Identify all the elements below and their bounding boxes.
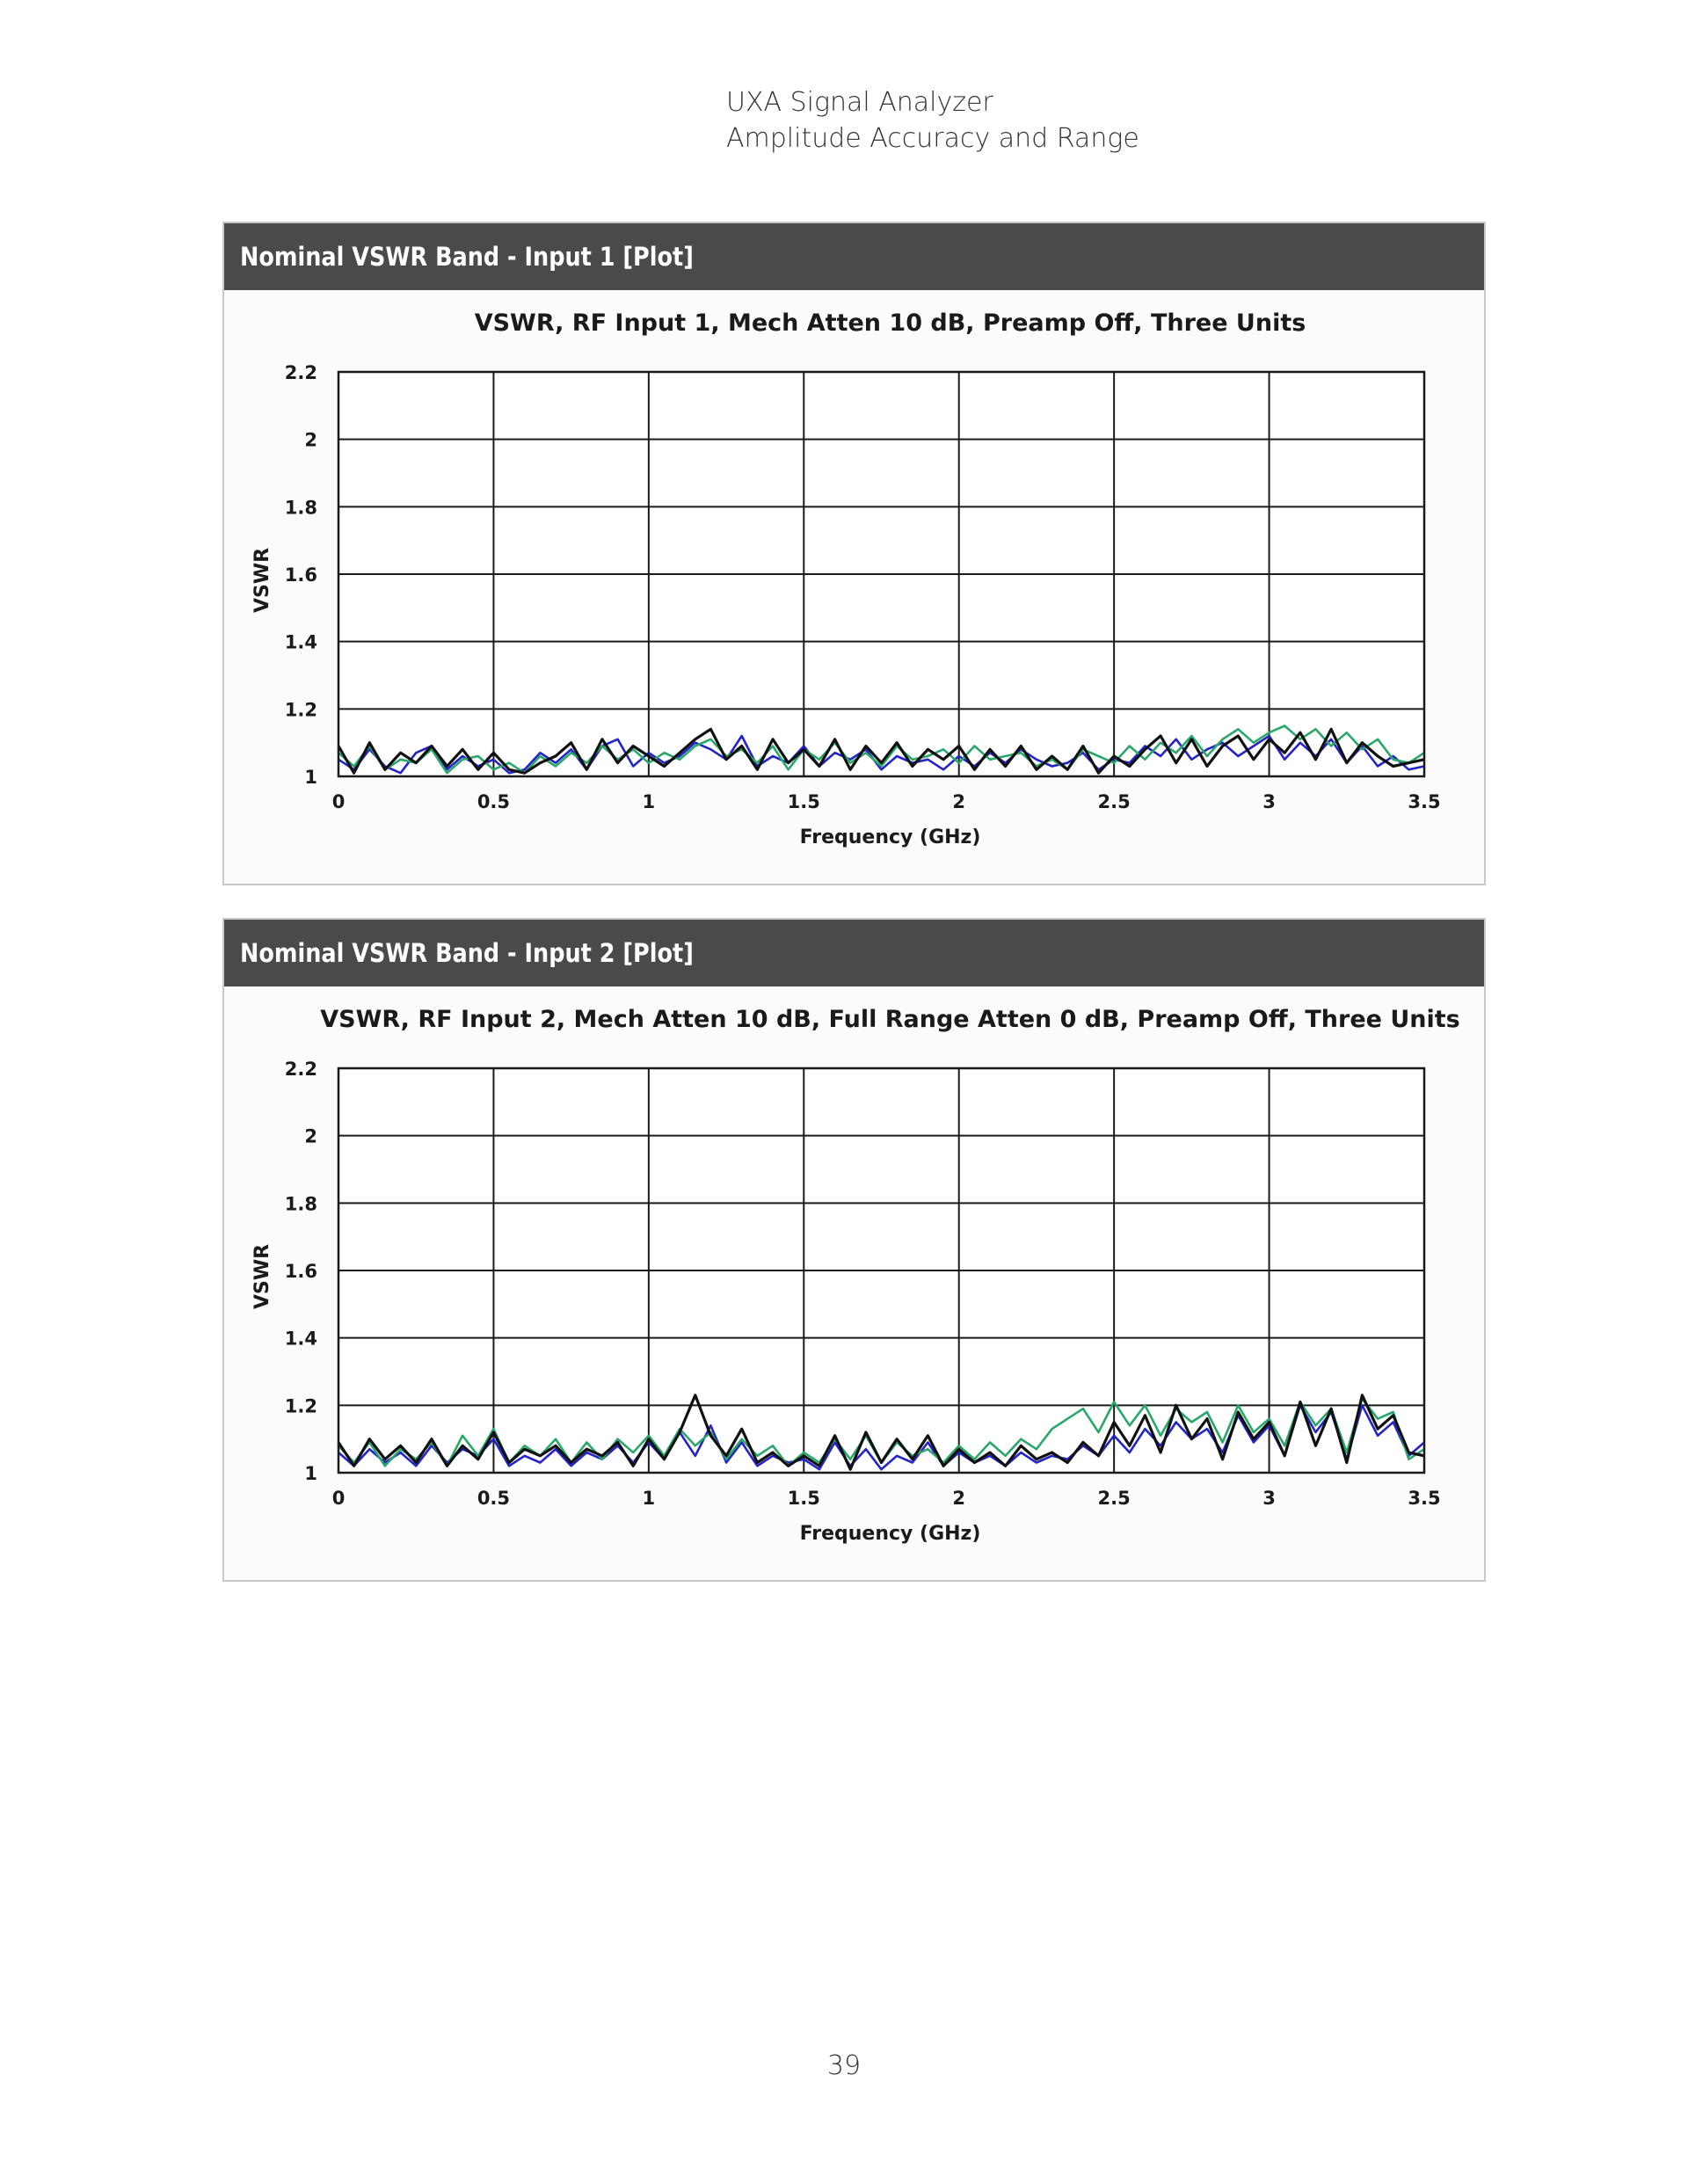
panel-heading bbox=[224, 920, 1484, 986]
y-axis-label: VSWR bbox=[251, 547, 273, 614]
y-tick-label: 1.6 bbox=[284, 1261, 317, 1282]
x-tick-label: 0 bbox=[331, 791, 346, 812]
x-tick-label: 2 bbox=[952, 1488, 966, 1509]
vswr-chart-input-1 bbox=[224, 290, 1484, 884]
panel-heading bbox=[224, 223, 1484, 290]
x-tick-label: 3 bbox=[1262, 791, 1276, 812]
vswr-chart-input-2 bbox=[224, 986, 1484, 1580]
chart-panel-input-2 bbox=[222, 918, 1486, 1582]
x-tick-label: 3 bbox=[1262, 1488, 1276, 1509]
x-tick-label: 1.5 bbox=[787, 1488, 820, 1509]
y-tick-label: 1.8 bbox=[284, 497, 317, 519]
header-product-name: UXA Signal Analyzer bbox=[726, 87, 993, 118]
y-tick-label: 1.8 bbox=[284, 1193, 317, 1215]
y-tick-label: 2.2 bbox=[284, 362, 317, 383]
x-tick-label: 0.5 bbox=[477, 791, 511, 812]
y-tick-label: 1 bbox=[304, 767, 317, 788]
chart-title: VSWR, RF Input 1, Mech Atten 10 dB, Preamp Off, Three Units bbox=[474, 309, 1306, 337]
y-tick-label: 2 bbox=[304, 429, 317, 451]
x-tick-label: 1.5 bbox=[787, 791, 820, 812]
y-tick-label: 2.2 bbox=[284, 1059, 317, 1080]
header-section-name: Amplitude Accuracy and Range bbox=[726, 123, 1139, 154]
y-tick-label: 1.2 bbox=[284, 699, 317, 721]
y-tick-label: 2 bbox=[304, 1125, 317, 1147]
y-axis-label: VSWR bbox=[251, 1243, 273, 1310]
page-header bbox=[726, 84, 1139, 157]
x-tick-label: 2 bbox=[952, 791, 966, 812]
y-tick-label: 1.4 bbox=[284, 1328, 317, 1350]
chart-title: VSWR, RF Input 2, Mech Atten 10 dB, Full Range Atten 0 dB, Preamp Off, Three Units bbox=[320, 1006, 1460, 1033]
y-tick-label: 1.4 bbox=[284, 631, 317, 653]
x-tick-label: 1 bbox=[642, 1488, 656, 1509]
y-tick-label: 1.6 bbox=[284, 564, 317, 586]
x-tick-label: 0.5 bbox=[477, 1488, 511, 1509]
y-tick-label: 1 bbox=[304, 1463, 317, 1484]
x-tick-label: 0 bbox=[331, 1488, 346, 1509]
panel-heading-text: Nominal VSWR Band - Input 2 [Plot] bbox=[240, 938, 694, 968]
x-tick-label: 3.5 bbox=[1408, 791, 1441, 812]
x-axis-label: Frequency (GHz) bbox=[799, 826, 981, 848]
x-axis-label: Frequency (GHz) bbox=[799, 1523, 981, 1545]
y-tick-label: 1.2 bbox=[284, 1395, 317, 1417]
chart-panel-input-1 bbox=[222, 222, 1486, 885]
x-tick-label: 2.5 bbox=[1097, 791, 1131, 812]
x-tick-label: 3.5 bbox=[1408, 1488, 1441, 1509]
x-tick-label: 2.5 bbox=[1097, 1488, 1131, 1509]
page-number: 39 bbox=[826, 2050, 862, 2081]
x-tick-label: 1 bbox=[642, 791, 656, 812]
panel-heading-text: Nominal VSWR Band - Input 1 [Plot] bbox=[240, 242, 694, 272]
